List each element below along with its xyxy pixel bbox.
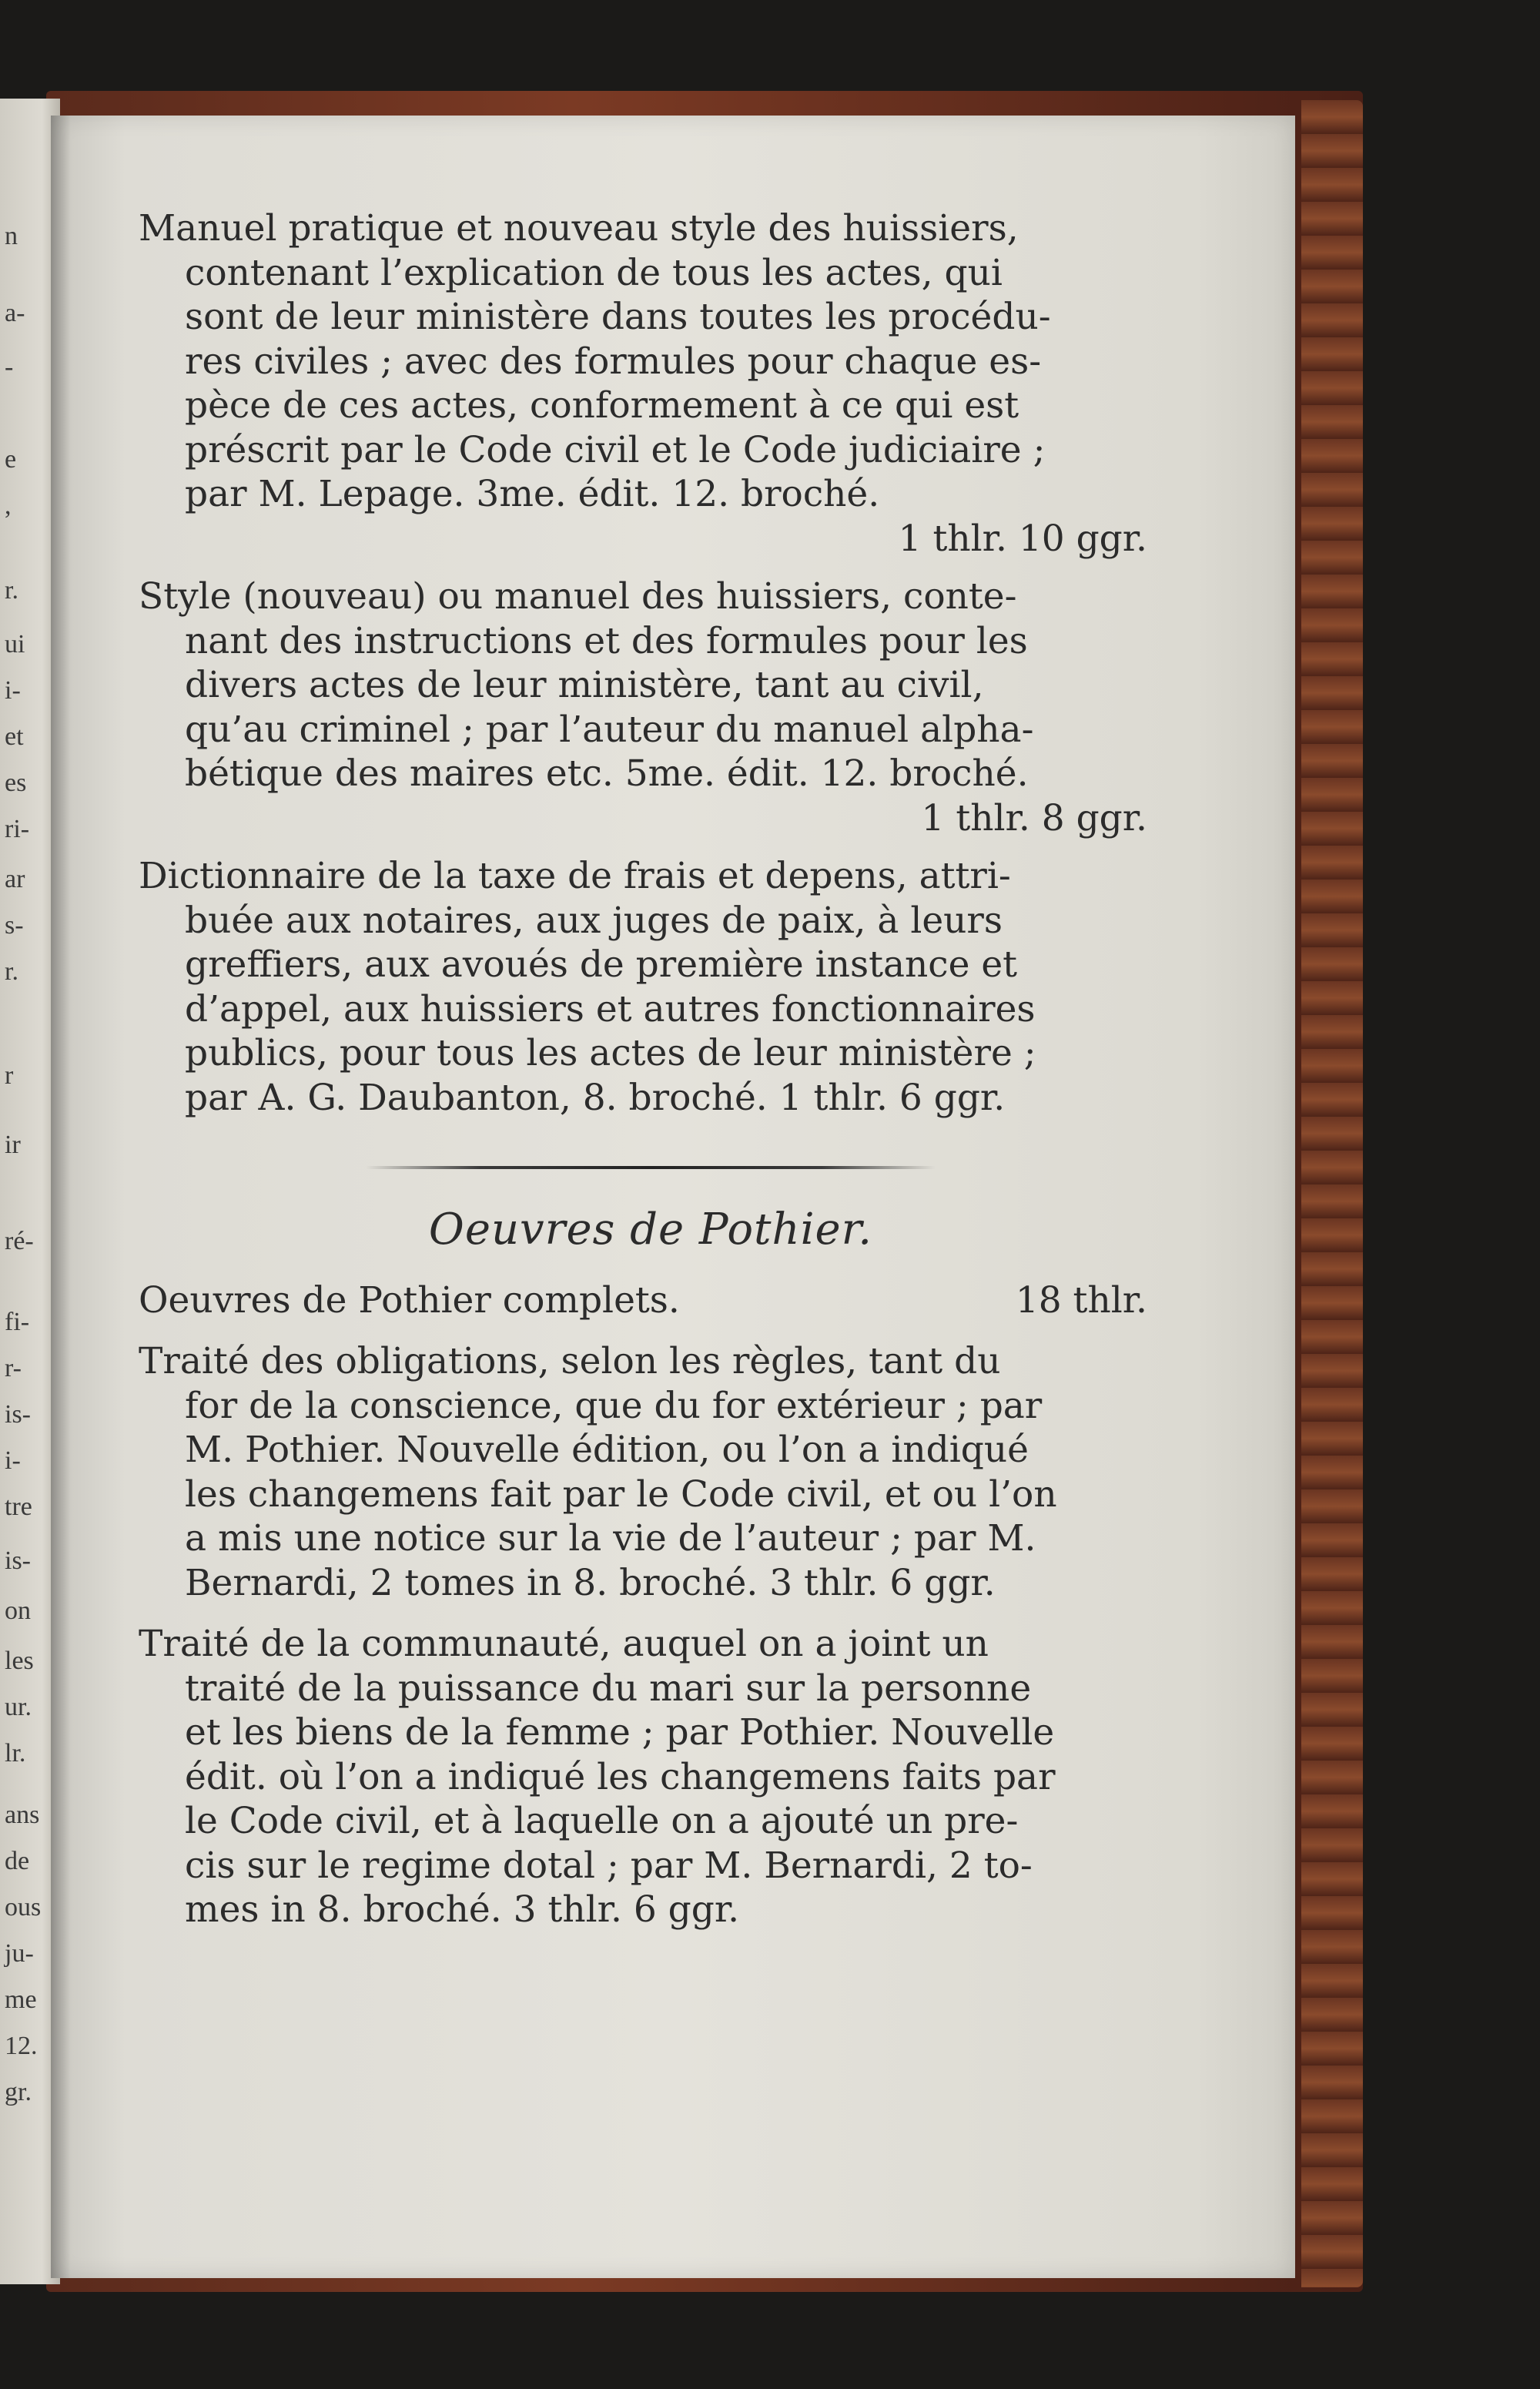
left-page-fragment: ré-	[5, 1227, 34, 1255]
left-page-fragment: ous	[5, 1893, 42, 1922]
left-page-fragment: ur.	[5, 1693, 32, 1721]
entry-line: qu’au criminel ; par l’auteur du manuel alpha-	[185, 708, 1034, 751]
entry-line: Bernardi, 2 tomes in 8. broché. 3 thlr. 6 ggr.	[185, 1561, 996, 1604]
entry-line: le Code civil, et à laquelle on a ajouté un pre-	[185, 1800, 1019, 1842]
entry-line: les changemens fait par le Code civil, et ou l’on	[185, 1473, 1057, 1516]
entry-price: 1 thlr. 8 ggr.	[921, 796, 1147, 839]
entry-line: traité de la puissance du mari sur la personne	[185, 1667, 1032, 1710]
catalog-entry	[139, 1622, 1163, 1932]
catalog-entry	[139, 854, 1163, 1120]
entry-price: 18 thlr.	[1015, 1278, 1147, 1322]
left-page-fragment: i-	[5, 1446, 21, 1475]
left-page-fragment: fi-	[5, 1308, 30, 1336]
entry-line: greffiers, aux avoués de première instance et	[185, 943, 1018, 986]
entry-title: Oeuvres de Pothier complets.	[139, 1278, 680, 1322]
page-text	[139, 206, 1163, 1946]
entry-line: bétique des maires etc. 5me. édit. 12. broché.	[185, 752, 1029, 795]
left-page-fragment: lr.	[5, 1739, 26, 1767]
book-spine-edge	[1301, 100, 1363, 2287]
left-page-fragment: ,	[5, 491, 12, 520]
entry-line: et les biens de la femme ; par Pothier. Nouvelle	[185, 1711, 1055, 1754]
left-page-fragment: ar	[5, 865, 25, 893]
left-page-fragment: me	[5, 1985, 37, 2014]
left-page-fragment: ans	[5, 1801, 40, 1829]
entry-line: d’appel, aux huissiers et autres fonctionnaires	[185, 987, 1036, 1030]
entry-price: 1 thlr. 10 ggr.	[898, 517, 1147, 560]
entry-line: nant des instructions et des formules pour les	[185, 619, 1028, 662]
left-page-fragment: r.	[5, 576, 18, 605]
entry-line: Manuel pratique et nouveau style des huissiers,	[139, 207, 1019, 250]
entry-price: 3 thlr. 6 ggr.	[513, 1888, 740, 1931]
entry-line: Dictionnaire de la taxe de frais et depens, attri-	[139, 855, 1011, 897]
entry-last-line	[139, 1888, 1163, 1932]
entry-line: pèce de ces actes, conformement à ce qui est	[185, 384, 1019, 427]
left-page-fragment: a-	[5, 299, 25, 327]
left-page-fragment: ir	[5, 1131, 21, 1159]
entry-line: Traité des obligations, selon les règles, tant du	[139, 1340, 1001, 1382]
left-page-fragment: e	[5, 445, 17, 474]
left-page-fragment: on	[5, 1597, 31, 1625]
entry-line: par M. Lepage. 3me. édit. 12. broché.	[185, 473, 880, 515]
page-gutter-shadow	[51, 116, 71, 2278]
left-page-fragment: ui	[5, 630, 25, 658]
left-page-fragment: is-	[5, 1400, 31, 1429]
left-page-fragment: s-	[5, 911, 24, 940]
entry-line: mes in 8. broché.	[185, 1888, 502, 1931]
entry-line: contenant l’explication de tous les actes, qui	[185, 251, 1003, 294]
catalog-entry	[139, 206, 1163, 561]
entry-line: publics, pour tous les actes de leur ministère ;	[185, 1032, 1036, 1074]
entry-line: M. Pothier. Nouvelle édition, ou l’on a indiqué	[185, 1429, 1029, 1471]
left-page-fragment: tre	[5, 1493, 32, 1521]
entry-line: sont de leur ministère dans toutes les procédu-	[185, 296, 1051, 338]
entry-line: cis sur le regime dotal ; par M. Bernardi, 2 to-	[185, 1844, 1033, 1887]
entry-line: res civiles ; avec des formules pour chaque es-	[185, 340, 1042, 383]
left-page-fragment: ju-	[5, 1939, 34, 1968]
entry-line: par A. G. Daubanton, 8. broché. 1 thlr. 6 ggr.	[185, 1076, 1006, 1119]
entry-line: buée aux notaires, aux juges de paix, à leurs	[185, 899, 1003, 942]
left-page-fragment: i-	[5, 676, 21, 705]
entry-line: divers actes de leur ministère, tant au civil,	[185, 664, 984, 706]
entry-line: Style (nouveau) ou manuel des huissiers, conte-	[139, 575, 1017, 618]
left-page-fragment: 12.	[5, 2032, 38, 2060]
entry-line: for de la conscience, que du for extérieur ; par	[185, 1384, 1043, 1427]
catalog-entry	[139, 575, 1163, 840]
left-page-fragment: n	[5, 222, 18, 250]
left-page-fragment: -	[5, 353, 14, 381]
left-page-fragment: gr.	[5, 2078, 32, 2106]
entry-line: a mis une notice sur la vie de l’auteur ; par M.	[185, 1517, 1036, 1560]
left-page-fragment: r-	[5, 1354, 22, 1382]
left-page-fragment: les	[5, 1647, 34, 1675]
entry-line: Traité de la communauté, auquel on a joint un	[139, 1623, 989, 1665]
entry-line: préscrit par le Code civil et le Code judiciaire ;	[185, 428, 1046, 471]
section-divider	[366, 1166, 936, 1169]
entry-line: édit. où l’on a indiqué les changemens faits par	[185, 1755, 1056, 1798]
left-page-fragment: is-	[5, 1546, 31, 1575]
left-page-fragment: r.	[5, 957, 18, 986]
left-page-fragment: es	[5, 769, 27, 797]
catalog-entry	[139, 1278, 1163, 1323]
catalog-entry	[139, 1339, 1163, 1605]
left-page-fragment: de	[5, 1847, 30, 1875]
left-page-fragment: ri-	[5, 815, 30, 843]
section-title: Oeuvres de Pothier.	[428, 1205, 873, 1255]
left-page-fragment: et	[5, 722, 24, 751]
left-page-fragment: r	[5, 1061, 14, 1090]
